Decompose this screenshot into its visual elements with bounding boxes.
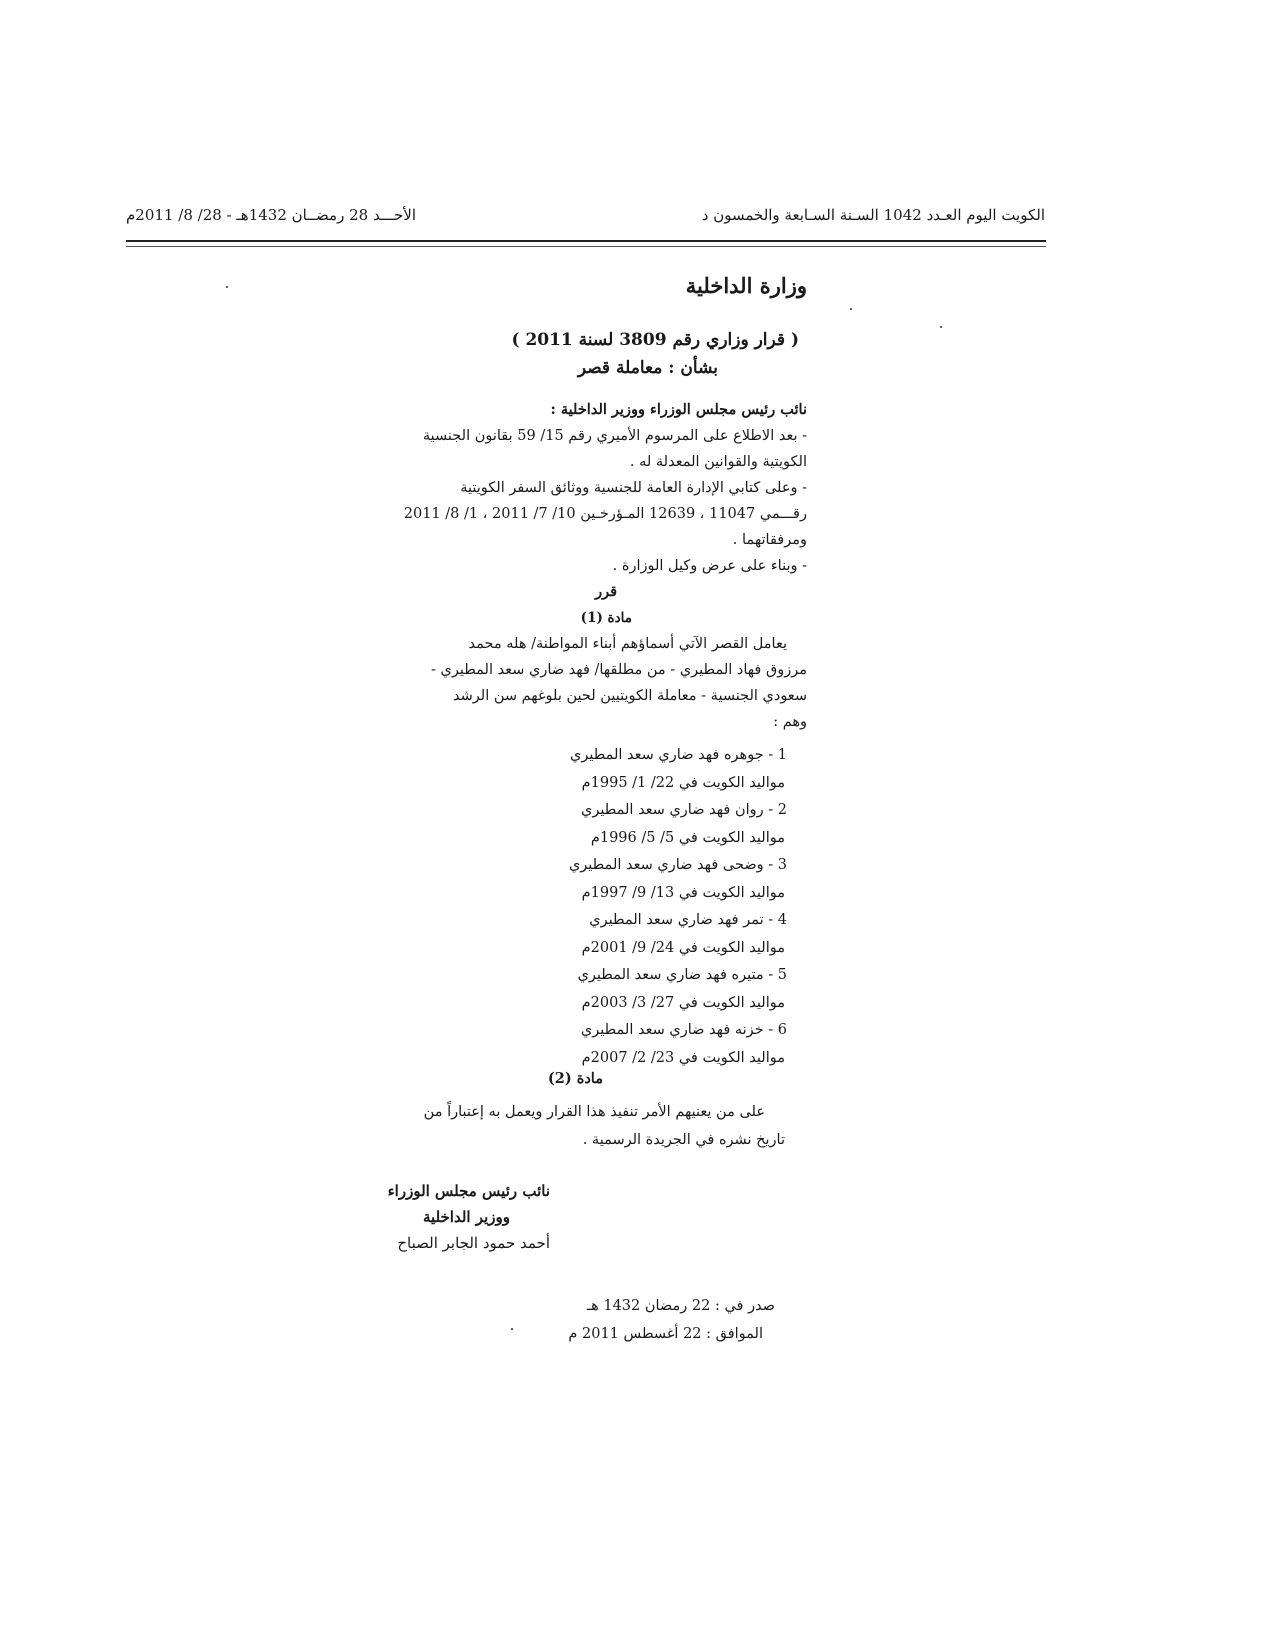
preamble-item-1-line-1: - بعد الاطلاع على المرسوم الأميري رقم 15/ 59 بقانون الجنسية (422, 428, 807, 444)
ministry-title: وزارة الداخلية (685, 273, 807, 298)
article-2-body (365, 1098, 785, 1154)
minor-name: 3 - وضحى فهد ضاري سعد المطيري (568, 857, 787, 873)
article-1-line-2: مرزوق فهاد المطيري - من مطلقها/ فهد ضاري سعد المطيري - (431, 662, 807, 678)
minor-name: 6 - خزنه فهد ضاري سعد المطيري (580, 1022, 787, 1038)
header-rule-thick (126, 240, 1046, 242)
article-1-line-4: وهم : (773, 714, 807, 730)
article-2-line-1: على من يعنيهم الأمر تنفيذ هذا القرار ويعمل به إعتباراً من (423, 1104, 765, 1120)
preamble-item-1-line-2: الكويتية والقوانين المعدلة له . (629, 454, 807, 470)
article-1-line-1: يعامل القصر الآتي أسماؤهم أبناء المواطنة/ هله محمد (468, 636, 787, 652)
signature-block (388, 1178, 550, 1256)
signature-title-1: نائب رئيس مجلس الوزراء (387, 1182, 550, 1200)
scan-speck (226, 286, 228, 288)
preamble-item-2-line-1: - وعلى كتابي الإدارة العامة للجنسية ووثائق السفر الكويتية (460, 480, 807, 496)
minor-birth: مواليد الكويت في 27/ 3/ 2003م (581, 994, 785, 1011)
preamble-item-2-line-3: ومرفقاتهما . (732, 532, 807, 548)
preamble-addressee: نائب رئيس مجلس الوزراء ووزير الداخلية : (550, 401, 807, 418)
gazette-header-issue: الكويت اليوم العـدد 1042 السـنة السـابعة والخمسون د (701, 206, 1045, 224)
article-2-heading: مادة (2) (547, 1070, 603, 1087)
scan-speck (511, 1328, 513, 1330)
decision-title: ( قرار وزاري رقم 3809 لسنة 2011 ) (511, 330, 799, 350)
minors-list (487, 742, 787, 1072)
article-1-heading: مادة (1) (580, 610, 632, 626)
preamble-item-2-line-2: رقـــمي 11047 ، 12639 المـؤرخـين 10/ 7/ 2011 ، 1/ 8/ 2011 (403, 506, 807, 522)
minor-birth: مواليد الكويت في 5/ 5/ 1996م (590, 829, 785, 846)
header-rule-thin (126, 246, 1046, 247)
gazette-header-date: الأحـــد 28 رمضــان 1432هـ - 28/ 8/ 2011م (126, 206, 417, 224)
decision-body (387, 397, 807, 735)
minor-birth: مواليد الكويت في 13/ 9/ 1997م (581, 884, 785, 901)
minor-name: 1 - جوهره فهد ضاري سعد المطيري (570, 747, 787, 763)
minor-name: 2 - روان فهد ضاري سعد المطيري (581, 802, 787, 818)
minor-name: 4 - تمر فهد ضاري سعد المطيري (589, 912, 787, 928)
scan-speck (850, 308, 852, 310)
signature-name: أحمد حمود الجابر الصباح (397, 1234, 550, 1252)
decision-subject: بشأن : معاملة قصر (577, 358, 718, 378)
minor-birth: مواليد الكويت في 23/ 2/ 2007م (581, 1049, 785, 1066)
article-2-line-2: تاريخ نشره في الجريدة الرسمية . (582, 1132, 785, 1148)
article-1-line-3: سعودي الجنسية - معاملة الكويتيين لحين بلوغهم سن الرشد (453, 688, 807, 704)
minor-birth: مواليد الكويت في 22/ 1/ 1995م (581, 774, 785, 791)
preamble-item-3: - وبناء على عرض وكيل الوزارة . (612, 558, 807, 574)
scan-speck (940, 326, 942, 328)
minor-name: 5 - متيره فهد ضاري سعد المطيري (577, 967, 787, 983)
issued-gregorian: الموافق : 22 أغسطس 2011 م (568, 1326, 763, 1342)
decided-heading: قرر (595, 583, 617, 600)
issue-dates (568, 1292, 775, 1348)
signature-title-2: ووزير الداخلية (423, 1208, 510, 1226)
issued-hijri: صدر في : 22 رمضان 1432 هـ (586, 1298, 775, 1314)
minor-birth: مواليد الكويت في 24/ 9/ 2001م (581, 939, 785, 956)
